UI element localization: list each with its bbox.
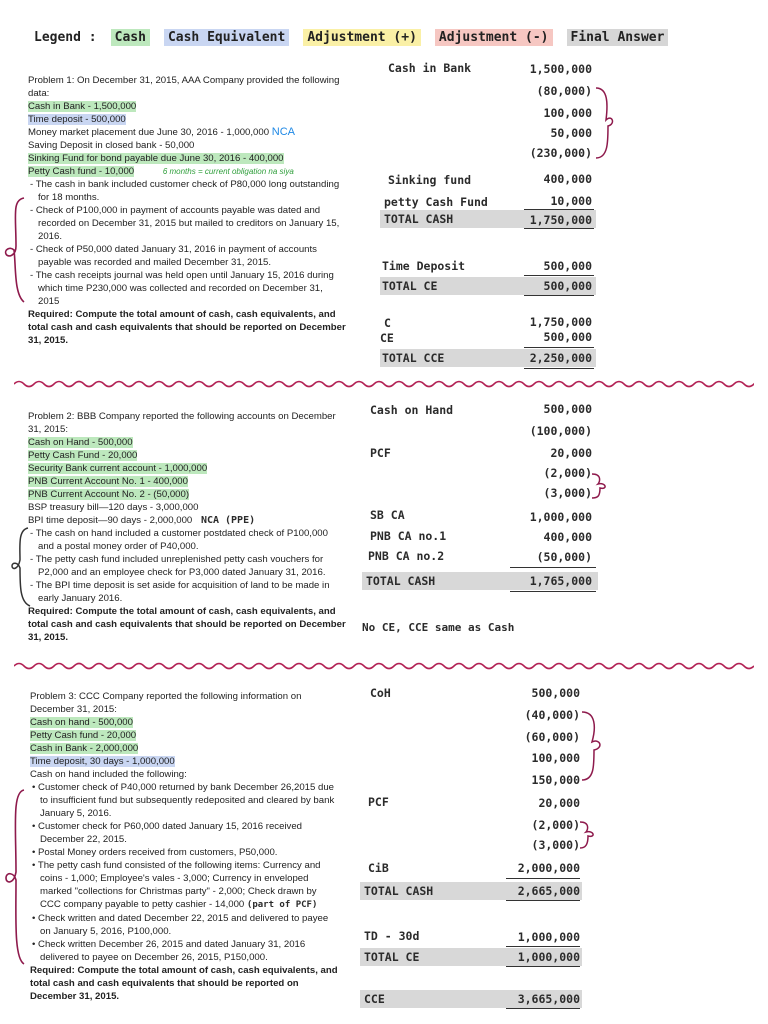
p2-bullet-3: - The BPI time deposit is set aside for acquisition of land to be made in early January 2016. (30, 580, 330, 604)
a3-coh-2: (40,000) (524, 708, 580, 722)
legend-final-answer: Final Answer (567, 29, 669, 46)
a2-total-cash-value: 1,765,000 (529, 574, 592, 588)
a3-coh-3: (60,000) (524, 730, 580, 744)
legend-adjustment-minus: Adjustment (-) (435, 29, 553, 46)
p2-heading-cont: 31, 2015: (28, 424, 69, 435)
a1-sinking-value: 400,000 (543, 172, 592, 186)
p1-bullet-4: - The cash receipts journal was held open until January 15, 2016 during which time P230,000 was collected and recorded on December 31, 2015 (30, 270, 334, 307)
a2-sb-label: SB CA (370, 508, 405, 522)
p3-pcf-note: (part of PCF) (246, 900, 318, 910)
a3-td-value: 1,000,000 (517, 930, 580, 944)
a1-total-ce-label: TOTAL CE (382, 279, 438, 293)
p1-6months-note: 6 months = current obligation na siya (162, 167, 294, 176)
a3-coh-4: 100,000 (531, 751, 580, 765)
a2-pnb2-label: PNB CA no.2 (368, 549, 445, 563)
p2-brace-icon (8, 526, 32, 608)
a3-coh-label: CoH (370, 686, 391, 700)
a1-cib-3: 100,000 (543, 106, 592, 120)
a1-total-cce-label: TOTAL CCE (382, 351, 445, 365)
a3-pcf-brace-icon (578, 820, 604, 850)
p3-bullet-1: • Customer check of P40,000 returned by bank December 26,2015 due to insufficient fund but subsequently redeposited and cleared by bank January 5, 2016. (32, 782, 335, 819)
a3-total-cash-label: TOTAL CASH (364, 884, 434, 898)
p3-bullet-4: • The petty cash fund consisted of the following items: Currency and coins - 1,000; Employee's vales - 3,000; Currency in enveloped marked "collections for Christmas party" - 2,000; Check drawn by CCC company payable to petty cashier - 14,000 (part of PCF) (32, 860, 321, 910)
divider-wavy-2 (14, 661, 754, 671)
p3-cash-on-hand: Cash on hand - 500,000 (30, 717, 133, 728)
a1-total-cash-label: TOTAL CASH (384, 212, 454, 226)
p3-heading: Problem 3: CCC Company reported the following information on (30, 691, 302, 702)
a1-cash-in-bank-label: Cash in Bank (388, 61, 472, 75)
p1-required: Required: Compute the total amount of cash, cash equivalents, and total cash and cash equivalents that should be reported on December 31, 2015. (28, 309, 346, 346)
p1-heading: Problem 1: On December 31, 2015, AAA Company provided the following (28, 75, 340, 86)
a2-pcf-label: PCF (370, 446, 391, 460)
p3-cash-in-bank: Cash in Bank - 2,000,000 (30, 743, 139, 754)
a1-brace-icon (594, 84, 620, 162)
a1-c-label: C (384, 316, 391, 330)
a2-pnb1-value: 400,000 (543, 530, 592, 544)
p3-bullet-5: • Check written and dated December 22, 2015 and delivered to payee on January 5, 2016, P100,000. (32, 913, 329, 937)
a3-cce-label: CCE (364, 992, 385, 1006)
p2-nca-note: NCA (PPE) (200, 515, 256, 526)
a2-coh-1: 500,000 (543, 402, 592, 416)
a1-pcf-value: 10,000 (550, 194, 592, 208)
a3-pcf-1: 20,000 (538, 796, 580, 810)
p2-heading: Problem 2: BBB Company reported the following accounts on December (28, 411, 336, 422)
a3-total-ce-label: TOTAL CE (364, 950, 420, 964)
a3-total-cash-value: 2,665,000 (517, 884, 580, 898)
p3-required: Required: Compute the total amount of cash, cash equivalents, and total cash and cash equivalents that should be reported on December 31, 2015. (30, 965, 338, 1002)
p3-coh-included: Cash on hand included the following: (30, 769, 187, 780)
p1-bullet-1: - The cash in bank included customer check of P80,000 long outstanding for 18 months. (30, 179, 340, 203)
problem-3-text (30, 690, 338, 1003)
a2-sb-value: 1,000,000 (529, 510, 592, 524)
p1-cash-in-bank: Cash in Bank - 1,500,000 (28, 101, 137, 112)
a1-c-value: 1,750,000 (529, 315, 592, 329)
a1-total-cce-value: 2,250,000 (529, 351, 592, 365)
p1-bullet-3: - Check of P50,000 dated January 31, 2016 in payment of accounts payable was recorded and mailed December 31, 2015. (30, 244, 317, 268)
p2-pnb-1: PNB Current Account No. 1 - 400,000 (28, 476, 188, 487)
p2-petty-cash: Petty Cash Fund - 20,000 (28, 450, 138, 461)
divider-wavy-1 (14, 379, 754, 389)
a2-pcf-3: (3,000) (543, 486, 592, 500)
a2-coh-label: Cash on Hand (370, 403, 454, 417)
a3-total-ce-value: 1,000,000 (517, 950, 580, 964)
a1-cib-4: 50,000 (550, 126, 592, 140)
problem-1-text (28, 74, 346, 347)
a1-pcf-label: petty Cash Fund (384, 195, 488, 209)
p3-time-deposit: Time deposit, 30 days - 1,000,000 (30, 756, 175, 767)
p2-bullet-2: - The petty cash fund included unreplenished petty cash vouchers for P2,000 and an employee check for P3,000 dated January 31, 2016. (30, 554, 326, 578)
p1-sinking-fund: Sinking Fund for bond payable due June 30, 2016 - 400,000 (28, 153, 284, 164)
p2-pnb-2: PNB Current Account No. 2 - (50,000) (28, 489, 190, 500)
a3-pcf-3: (3,000) (531, 838, 580, 852)
a2-pnb1-label: PNB CA no.1 (370, 529, 447, 543)
p3-brace-icon (2, 788, 28, 968)
a1-td-value: 500,000 (543, 259, 592, 273)
p1-money-market: Money market placement due June 30, 2016 - 1,000,000 (28, 127, 270, 138)
a2-brace-icon (590, 472, 614, 500)
legend-adjustment-plus: Adjustment (+) (303, 29, 421, 46)
a1-total-ce-value: 500,000 (543, 279, 592, 293)
a1-sinking-label: Sinking fund (388, 173, 472, 187)
p2-bpi: BPI time deposit—90 days - 2,000,000 (28, 515, 193, 526)
a1-ce-value: 500,000 (543, 330, 592, 344)
a1-total-cash-value: 1,750,000 (529, 213, 592, 227)
a3-cib-label: CiB (368, 861, 389, 875)
a1-cib-1: 1,500,000 (529, 62, 592, 76)
a2-pnb2-value: (50,000) (536, 550, 592, 564)
a3-pcf-2: (2,000) (531, 818, 580, 832)
a2-pcf-2: (2,000) (543, 466, 592, 480)
a3-coh-1: 500,000 (531, 686, 580, 700)
p1-petty-cash: Petty Cash fund - 10,000 (28, 166, 135, 177)
p1-nca-note: NCA (271, 126, 295, 138)
a3-td-label: TD - 30d (364, 929, 420, 943)
legend-cash: Cash (111, 29, 150, 46)
p3-bullet-3: • Postal Money orders received from customers, P50,000. (32, 847, 278, 858)
p2-bsp: BSP treasury bill—120 days - 3,000,000 (28, 502, 199, 513)
a1-td-label: Time Deposit (382, 259, 466, 273)
a3-cib-value: 2,000,000 (517, 861, 580, 875)
a2-pcf-1: 20,000 (550, 446, 592, 460)
a1-ce-label: CE (380, 331, 394, 345)
p2-security-bank: Security Bank current account - 1,000,000 (28, 463, 208, 474)
p3-bullet-2: • Customer check for P60,000 dated January 15, 2016 received December 22, 2015. (32, 821, 303, 845)
a1-cib-5: (230,000) (529, 146, 592, 160)
p3-heading-cont: December 31, 2015: (30, 704, 117, 715)
p1-time-deposit: Time deposit - 500,000 (28, 114, 126, 125)
p1-bullet-2: - Check of P100,000 in payment of accounts payable was dated and recorded on December 31, 2015 but mailed to creditors on January 15, 2016. (30, 205, 340, 242)
p3-bullet-6: • Check written December 26, 2015 and dated January 31, 2016 delivered to payee on December 26, 2015, P150,000. (32, 939, 306, 963)
a2-coh-2: (100,000) (529, 424, 592, 438)
p1-heading-cont: data: (28, 88, 50, 99)
p2-bullet-1: - The cash on hand included a customer postdated check of P100,000 and a postal money order of P40,000. (30, 528, 328, 552)
problem-2-text (28, 410, 346, 644)
p2-required: Required: Compute the total amount of cash, cash equivalents, and total cash and cash equivalents that should be reported on December 31, 2015. (28, 606, 346, 643)
p3-petty-cash: Petty Cash fund - 20,000 (30, 730, 137, 741)
a3-brace-icon (580, 708, 610, 784)
p1-brace-icon (2, 196, 28, 306)
legend-cash-equivalent: Cash Equivalent (164, 29, 289, 46)
a3-pcf-label: PCF (368, 795, 389, 809)
legend-title: Legend : (34, 29, 97, 45)
a3-coh-5: 150,000 (531, 773, 580, 787)
legend (34, 24, 668, 50)
a1-cib-2: (80,000) (536, 84, 592, 98)
a2-note: No CE, CCE same as Cash (362, 620, 515, 634)
p1-saving-deposit: Saving Deposit in closed bank - 50,000 (28, 140, 195, 151)
a3-cce-value: 3,665,000 (517, 992, 580, 1006)
p2-cash-on-hand: Cash on Hand - 500,000 (28, 437, 133, 448)
a2-total-cash-label: TOTAL CASH (366, 574, 436, 588)
